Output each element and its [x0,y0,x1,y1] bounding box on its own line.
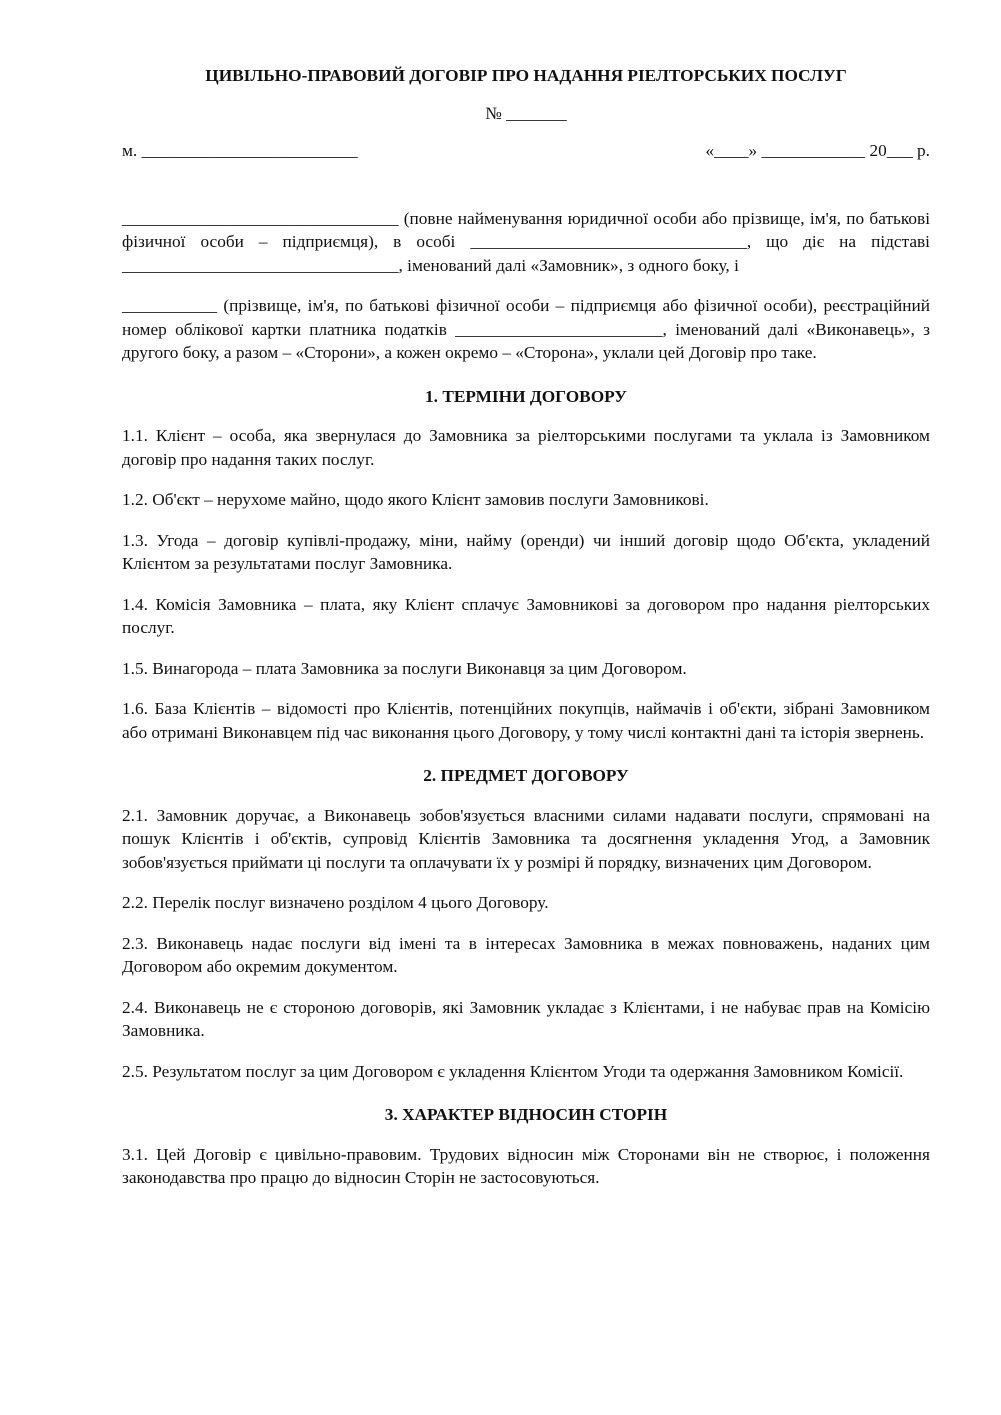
place-date-line [122,139,930,163]
section-heading-relations: 3. ХАРАКТЕР ВІДНОСИН СТОРІН [384,1105,668,1124]
document-title: ЦИВІЛЬНО-ПРАВОВИЙ ДОГОВІР ПРО НАДАННЯ РІЕЛТОРСЬКИХ ПОСЛУГ [205,66,847,85]
city-field: м. _________________________ [122,141,358,160]
clause-1-1: 1.1. Клієнт – особа, яка звернулася до Замовника за ріелторськими послугами та уклала із Замовником договір про надання таких послуг. [122,426,930,469]
section-heading-subject: 2. ПРЕДМЕТ ДОГОВОРУ [423,766,629,785]
clause-1-6: 1.6. База Клієнтів – відомості про Клієнтів, потенційних покупців, наймачів і об'єкти, зібрані Замовником або отримані Виконавцем під час виконання цього Договору, у тому числі контактні дані та історія звернень. [122,699,930,742]
clause-1-5: 1.5. Винагорода – плата Замовника за послуги Виконавця за цим Договором. [122,658,687,678]
section-heading-terms: 1. ТЕРМІНИ ДОГОВОРУ [425,386,627,406]
clause-2-5: 2.5. Результатом послуг за цим Договором є укладення Клієнтом Угоди та одержання Замовником Комісії. [122,1061,904,1081]
party-contractor-paragraph: ___________ (прізвище, ім'я, по батькові фізичної особи – підприємця або фізичної особи), реєстраційний номер облікової картки платника податків ________________________, іменований далі «Виконавець», з другого боку, а разом – «Сторони», а кожен окремо – «Сторона», уклали цей Договір про таке. [122,296,930,362]
clause-2-1: 2.1. Замовник доручає, а Виконавець зобов'язується власними силами надавати послуги, спрямовані на пошук Клієнтів і об'єктів, супровід Клієнтів Замовника та досягнення укладення Угод, а Замовник зобов'язується приймати ці послуги та оплачувати їх у розмірі й порядку, визначених цим Договором. [122,805,930,872]
date-field: «____» ____________ 20___ р. [705,141,930,160]
clause-1-2: 1.2. Об'єкт – нерухоме майно, щодо якого Клієнт замовив послуги Замовникові. [122,490,709,509]
clause-2-2: 2.2. Перелік послуг визначено розділом 4 цього Договору. [122,893,549,912]
clause-1-3: 1.3. Угода – договір купівлі-продажу, міни, найму (оренди) чи інший договір щодо Об'єкта, укладений Клієнтом за результатами послуг Замовника. [122,530,930,573]
clause-2-3: 2.3. Виконавець надає послуги від імені та в інтересах Замовника в межах повноважень, наданих цим Договором або окремим документом. [122,933,930,976]
clause-1-4: 1.4. Комісія Замовника – плата, яку Клієнт сплачує Замовникові за договором про надання ріелторських послуг. [122,594,930,637]
party-customer-paragraph: ________________________________ (повне найменування юридичної особи або прізвище, ім'я, по батькові фізичної особи – підприємця), в особі ________________________________, що діє на підставі ________________________________, іменований далі «Замовник», з одного боку, і [122,208,930,275]
clause-3-1: 3.1. Цей Договір є цивільно-правовим. Трудових відносин між Сторонами він не створює, і положення законодавства про працю до відносин Сторін не застосовуються. [122,1144,930,1187]
contract-number: № _______ [485,103,567,123]
clause-2-4: 2.4. Виконавець не є стороною договорів, які Замовник укладає з Клієнтами, і не набуває прав на Комісію Замовника. [122,997,930,1040]
